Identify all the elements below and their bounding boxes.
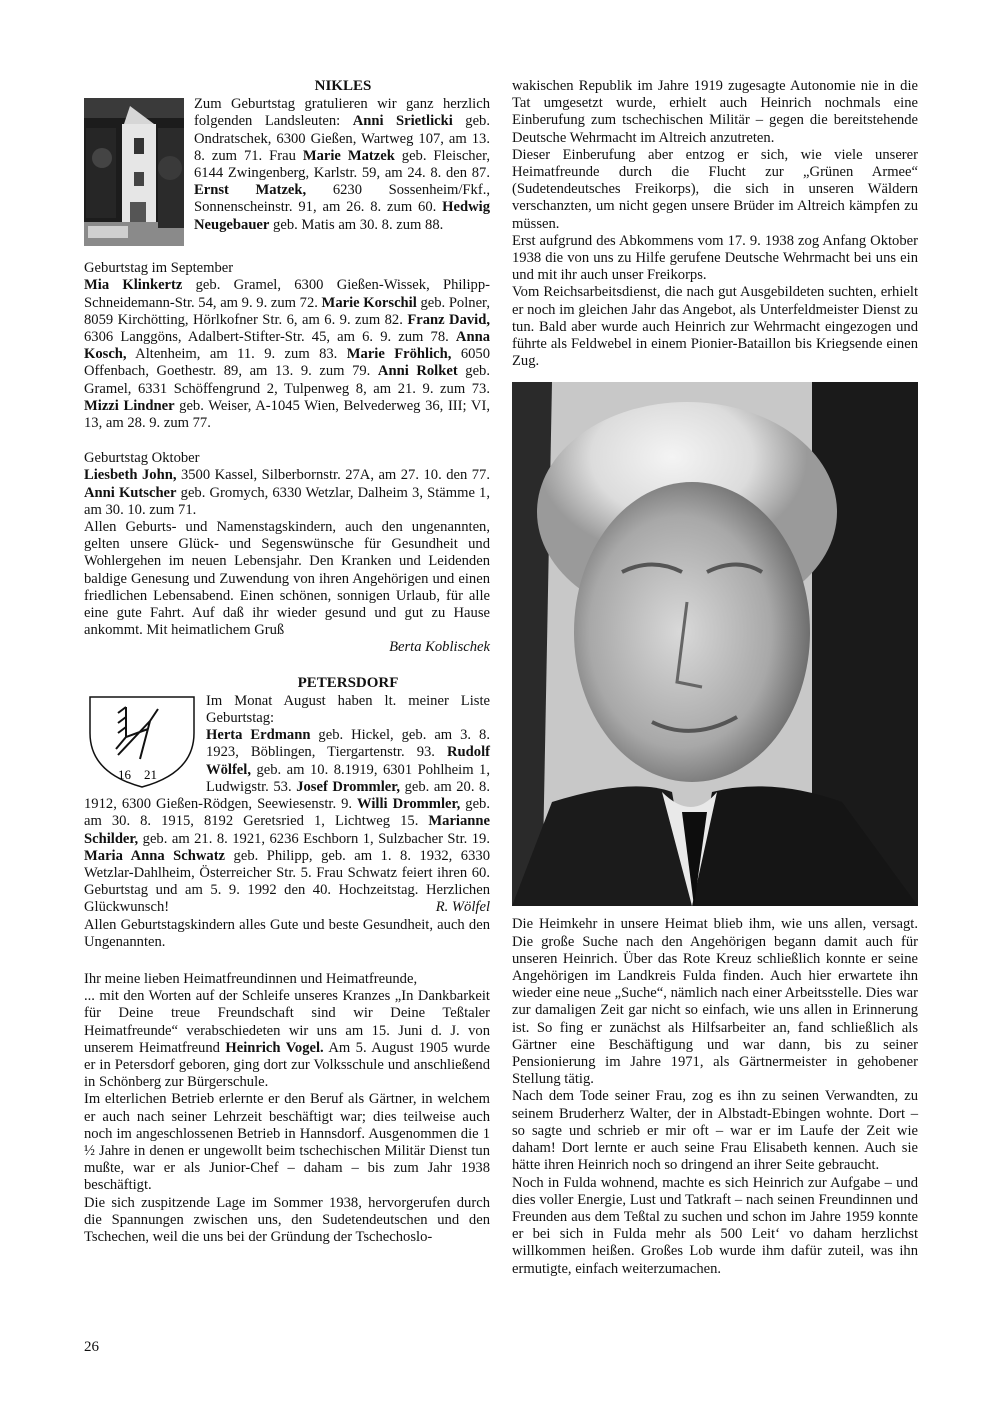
wishes-paragraph: Allen Geburts- und Namenstagskindern, auch den ungenannten, gelten unsere Glück- und Segenswünsche für Gesundheit und Wohlergehen im neuen Lebensjahr. Den Kranken und Leidenden baldige Genesung und Zuwendung von ihren Angehörigen und einen friedlichen Lebensabend. Einen schönen, sonnigen Urlaub, für alle eine gute Fahrt. Auf daß ihr wieder gesund und gut zu Hause ankommt. Mit heimatlichem Gruß (84, 519, 490, 639)
september-name: Marie Fröhlich, (346, 346, 452, 363)
september-name: Anna Kosch, (84, 329, 490, 363)
nikles-name: Hedwig Neugebauer (194, 199, 490, 233)
nikles-text-4: 6230 Sossenheim/Fkf., Sonnenscheinstr. 91, am 26. 8. zum 60. (194, 182, 490, 216)
signature-koblischek: Berta Koblischek (389, 639, 490, 656)
nikles-name: Ernst Matzek, (194, 182, 307, 199)
obituary-text: Am 5. August 1905 wurde er in Petersdorf geboren, ging dort zur Volksschule und anschließend in Schönberg zur Bürgerschule. (84, 1039, 490, 1091)
right-column (512, 78, 918, 1278)
petersdorf-name: Willi Drommler, (357, 796, 461, 813)
obituary-paragraph-2: Im elterlichen Betrieb erlernte er den Beruf als Gärtner, in welchem er auch nach seiner Lehrzeit beschäftigt war; dies teilweise auch noch im angeschlossenen Betrieb in Hannsdorf. Ausgenommen die 1 ½ Jahre in denen er ungewollt beim tschechischen Militär Dienst tun mußte, war er als Junior-Chef – daham – bis zum Jahr 1938 beschäftigt. (84, 1091, 490, 1194)
obituary-paragraph-5: Erst aufgrund des Abkommens vom 17. 9. 1938 zog Anfang Oktober 1938 die von uns zu Hilfe gerufene Deutsche Wehrmacht bei uns ein und mit ihr auch unser Freikorps. (512, 232, 918, 284)
nikles-text-3: geb. Fleischer, 6144 Zwingenberg, Karlstr. 59, am 24. 8. den 87. (194, 147, 490, 182)
left-column (84, 78, 490, 1246)
september-name: Marie Korschil (321, 294, 417, 311)
obituary-text: ... mit den Worten auf der Schleife unseres Kranzes „In Dankbarkeit für Deine treue Freundschaft sind wir Deine Teßtaler Heimatfreunde“ verabschiedeten wir uns am 15. Juni d. J. von unserem Heimatfreund (84, 988, 490, 1056)
obituary-name: Heinrich Vogel. (225, 1039, 324, 1056)
petersdorf-intro: Im Monat August haben lt. meiner Liste Geburtstag: (206, 692, 490, 727)
nikles-text-2: geb. Ondratschek, 6300 Gießen, Wartweg 107, am 13. 8. zum 71. Frau (194, 113, 490, 164)
petersdorf-crest (88, 693, 198, 789)
obituary-paragraph-8: Nach dem Tode seiner Frau, zog es ihn zu seinen Verwandten, zu seinem Bruderherz Walter, der in Albstadt-Ebingen wohnte. Dort – so sagte und schrieb er mir oft – war er im Laufe der Zeit wie daham! Dort lernte er auch seine Frau Elisabeth kennen. Auch sie hätte ihren Heinrich noch so dringend an ihrer Seite gebraucht. (512, 1088, 918, 1174)
september-heading: Geburtstag im September (84, 260, 234, 277)
october-text: geb. Gromych, 6330 Wetzlar, Dalheim 3, Stämme 1, am 30. 10. zum 71. (84, 484, 491, 518)
nikles-name: Anni Srietlicki (352, 113, 453, 130)
nikles-text-1: Zum Geburtstag gratulieren wir ganz herzlich folgenden Landsleuten: (194, 96, 490, 130)
september-name: Mizzi Lindner (84, 397, 175, 414)
obituary-paragraph-4: Dieser Einberufung aber entzog er sich, wie viele unserer Heimatfreunde durch die Flucht zur „Grünen Armee“ (Sudetendeutsches Freikorps), die sich in unseren Wäldern verschanzten, um nicht gegen unsere Brüder im Altreich kämpfen zu müssen. (512, 146, 918, 232)
church-tower-photo (84, 98, 184, 246)
september-text: geb. Gramel, 6331 Schöffengrund 2, Tulpenweg 8, am 21. 9. zum 73. (84, 363, 490, 397)
obituary-paragraph-6: Vom Reichsarbeitsdienst, die nach gut Ausgebildeten suchten, erhielt er noch im gleichen Jahr das Angebot, als Unterfeldmeister Dienst zu tun. Bald aber wurde auch Heinrich zur Wehrmacht eingezogen und führte als Feldwebel in einem Pionier-Bataillon bis Kriegsende einen Zug. (512, 284, 918, 370)
nikles-heading: NIKLES (314, 78, 372, 94)
september-text: Altenheim, am 11. 9. zum 83. (126, 346, 347, 363)
petersdorf-text: geb. am 10. 8.1919, 6301 Pohlheim 1, Ludwigstr. 53. (206, 761, 490, 795)
petersdorf-name: Herta Erdmann (206, 727, 311, 744)
petersdorf-text: geb. am 20. 8. 1912, 6300 Gießen-Rödgen, Seewiesenstr. 9. (84, 778, 490, 813)
nikles-text-5: geb. Matis am 30. 8. zum 88. (269, 216, 444, 233)
obituary-salutation: Ihr meine lieben Heimatfreundinnen und Heimatfreunde, (84, 970, 418, 987)
september-text: 6306 Langgöns, Adalbert-Stifter-Str. 45, am 6. 9. zum 78. (84, 329, 456, 346)
obituary-paragraph-7: Die Heimkehr in unsere Heimat blieb ihm, wie uns allen, versagt. Die große Suche nach den Angehörigen begann damit auch für unseren Heinrich. Über das Rote Kreuz schließlich konnte er seine Angehörigen im Landkreis Fulda finden. Auch hier erwartete ihn wieder eine neue „Suche“, nämlich nach einer Arbeitsstelle. Dies war zur damaligen Zeit gar nicht so einfach, wie uns allen in Erinnerung ist. So fing er zunächst als Hilfsarbeiter an, fand schließlich als Gärtner eine Beschäftigung und war dann, bis zu seiner Pensionierung im Jahre 1971, als Gärtnermeister in gehobener Stellung tätig. (512, 916, 918, 1088)
page-number: 26 (84, 1339, 99, 1355)
petersdorf-name: Josef Drommler, (296, 778, 401, 795)
petersdorf-text: geb. Philipp, geb. am 1. 8. 1932, 6330 Wetzlar-Dahlheim, Österreicher Str. 5. Frau Schwatz feiert ihren 60. Geburtstag und am 5. 9. 1992 den 40. Hochzeitstag. Herzlichen Glückwunsch! (84, 847, 490, 916)
petersdorf-name: Maria Anna Schwatz (84, 847, 226, 864)
september-name: Mia Klinkertz (84, 277, 183, 294)
petersdorf-text: geb. am 21. 8. 1921, 6236 Eschborn 1, Sulzbacher Str. 19. (138, 830, 490, 847)
crest-year-right: 21 (144, 766, 157, 782)
crest-year-left: 16 (118, 766, 131, 782)
october-name: Anni Kutscher (84, 484, 177, 501)
portrait-photo (512, 382, 918, 906)
october-name: Liesbeth John, (84, 467, 177, 484)
petersdorf-closing: Allen Geburtstagskindern alles Gute und beste Gesundheit, auch den Ungenannten. (84, 916, 490, 950)
september-text: geb. Gramel, 6300 Gießen-Wissek, Philipp-Schneidemann-Str. 54, am 9. 9. zum 72. (84, 277, 490, 311)
september-text: geb. Polner, 8059 Kirchötting, Hörlkofner Str. 6, am 6. 9. zum 82. (84, 294, 490, 328)
october-heading: Geburtstag Oktober (84, 450, 200, 467)
obituary-paragraph-3-cont: wakischen Republik im Jahre 1919 zugesagte Autonomie nie in die Tat umgesetzt wurde, erhielt auch Heinrich nochmals eine Einberufung zum tschechischen Militär – gegen die bereitstehende Deutsche Wehrmacht im Altreich anzutreten. (512, 78, 918, 146)
obituary-paragraph-9: Noch in Fulda wohnend, machte es sich Heinrich zur Aufgabe – und dies voller Energie, Lust und Tatkraft – nach seinen Freundinnen und Freunden aus dem Teßtal zu suchen und schon im Jahre 1959 konnte er bei sich in Fulda mehr als 500 Leit‘ vo daham herzlichst willkommen heißen. Großes Lob wurde ihm dafür zuteil, was ihn ermutigte, einfach weiterzumachen. (512, 1174, 918, 1277)
obituary-paragraph-3: Die sich zuspitzende Lage im Sommer 1938, hervorgerufen durch die Spannungen zwischen uns, den Sudetendeutschen und den Tschechen, weil die uns bei der Gründung der Tschechoslo- (84, 1194, 490, 1245)
petersdorf-name: Rudolf Wölfel, (206, 744, 490, 778)
october-text: 3500 Kassel, Silberbornstr. 27A, am 27. 10. den 77. (176, 467, 490, 484)
petersdorf-text: geb. am 30. 8. 1915, 8192 Geretsried 1, Lichtweg 15. (84, 796, 490, 830)
september-name: Anni Rolket (377, 363, 458, 380)
petersdorf-heading: PETERSDORF (297, 674, 399, 691)
september-text: 6050 Offenbach, Goethestr. 89, am 13. 9. zum 79. (84, 346, 491, 380)
nikles-name: Marie Matzek (302, 147, 395, 164)
petersdorf-text: geb. Hickel, geb. am 3. 8. 1923, Böblingen, Tiergartenstr. 93. (206, 727, 490, 761)
september-text: geb. Weiser, A-1045 Wien, Belvederweg 36, III; VI, 13, am 28. 9. zum 77. (84, 397, 490, 432)
petersdorf-name: Marianne Schilder, (84, 813, 490, 847)
signature-woelfel: R. Wölfel (435, 899, 490, 916)
september-name: Franz David, (407, 311, 490, 328)
